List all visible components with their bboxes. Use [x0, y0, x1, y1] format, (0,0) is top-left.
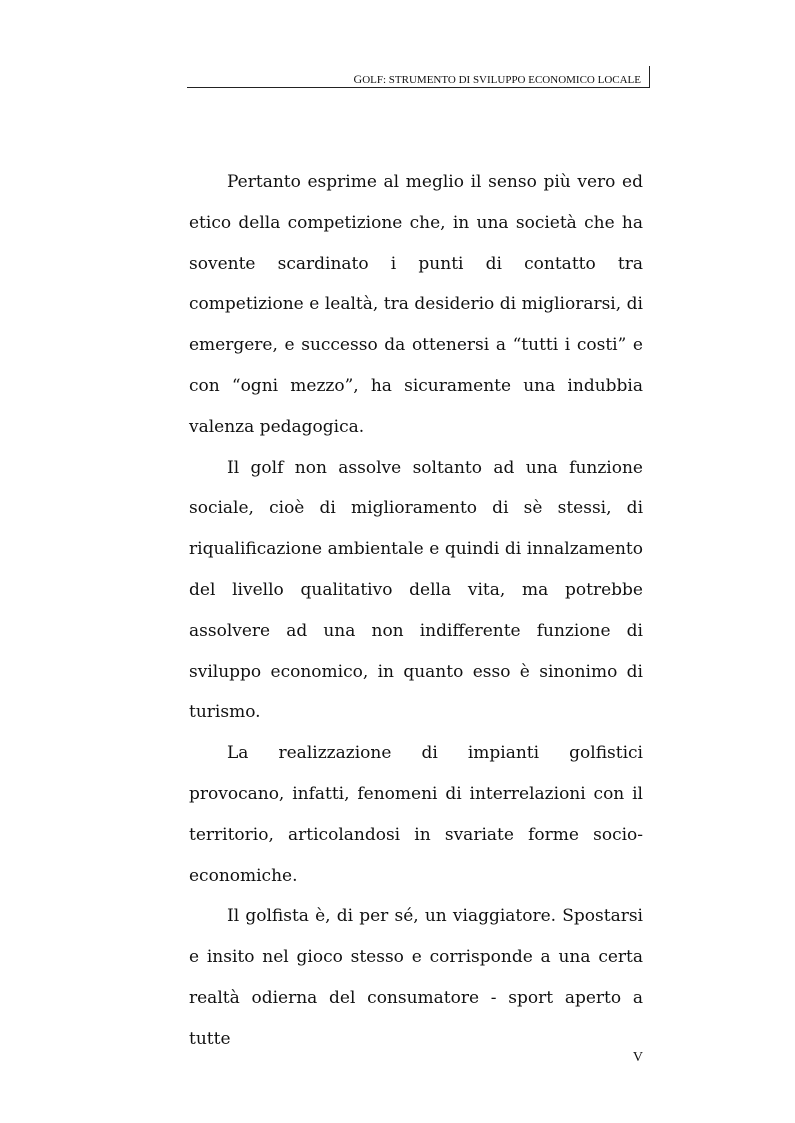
paragraph: Pertanto esprime al meglio il senso più vero ed etico della competizione che, in una società che ha sovente scardinato i punti di contatto tra competizione e lealtà, tra desiderio di migliorarsi, di emergere, e successo da ottenersi a “tutti i costi” e con “ogni mezzo”, ha sicuramente una indubbia valenza pedagogica. [189, 172, 643, 437]
paragraph: Il golfista è, di per sé, un viaggiatore. Spostarsi e insito nel gioco stesso e corrisponde a una certa realtà odierna del consumatore - sport aperto a tutte [189, 906, 643, 1049]
running-header-initial: G [353, 72, 363, 86]
page-number: V [632, 1050, 643, 1065]
running-header-rest: OLF: STRUMENTO DI SVILUPPO ECONOMICO LOCALE [362, 74, 641, 86]
paragraph: Il golf non assolve soltanto ad una funzione sociale, cioè di miglioramento di sè stessi, di riqualificazione ambientale e quindi di innalzamento del livello qualitativo della vita, ma potrebbe assolvere ad una non indifferente funzione di sviluppo economico, in quanto esso è sinonimo di turismo. [189, 457, 643, 723]
body-text [189, 162, 643, 1060]
running-header-title [354, 72, 641, 87]
paragraph: La realizzazione di impianti golfistici provocano, infatti, fenomeni di interrelazioni con il territorio, articolandosi in svariate forme socio-economiche. [189, 743, 643, 886]
running-header [187, 66, 650, 88]
